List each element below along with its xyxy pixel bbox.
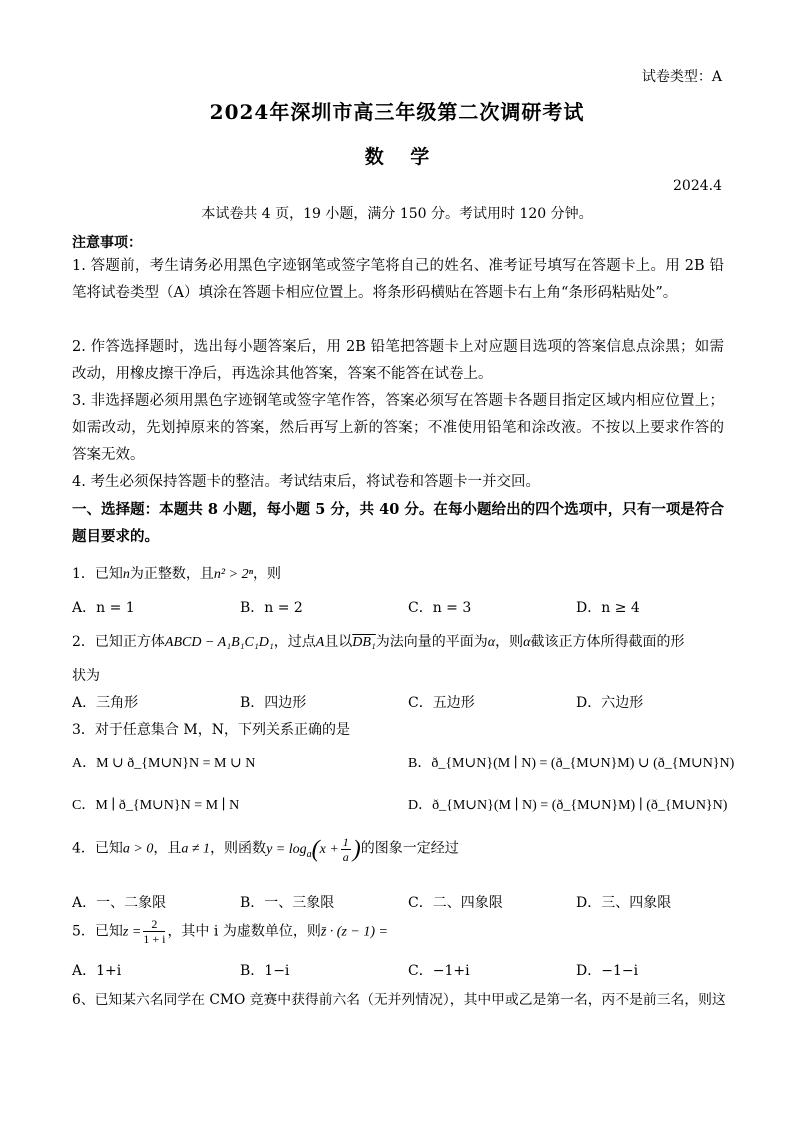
q4-func-x: x +	[319, 841, 339, 857]
q4-paren-left: (	[311, 836, 320, 862]
subject-title: 数 学	[364, 146, 430, 168]
q2-text: 且以	[324, 634, 353, 650]
q5-option-d: D．−1−i	[576, 963, 639, 979]
q4-text: 的图象一定经过	[360, 840, 459, 857]
q5-option-b: B．1−i	[240, 963, 290, 979]
q5-option-c: C．−1+i	[408, 963, 470, 979]
q3-option-a: A．M ∪ ð_{M∪N}N = M ∪ N	[72, 756, 256, 771]
exam-intro: 本试卷共 4 页，19 小题，满分 150 分。考试用时 120 分钟。	[201, 206, 593, 222]
q2-text: 截该正方体所得截面的形	[530, 634, 685, 650]
q2-option-a: A．三角形	[72, 695, 139, 711]
exam-title: 2024年深圳市高三年级第二次调研考试	[209, 100, 585, 124]
q4-function	[266, 835, 361, 864]
q5-frac-den: 1 + i	[143, 932, 166, 946]
q4-text: 4．已知	[72, 840, 123, 857]
question-4-stem	[72, 835, 459, 864]
exam-type-label: 试卷类型：A	[641, 69, 722, 85]
note-item: 2. 作答选择题时，选出每小题答案后，用 2B 铅笔把答题卡上对应题目选项的答案信息点涂黑；如需改动，用橡皮擦干净后，再选涂其他答案，答案不能答在试卷上。	[72, 339, 724, 382]
q2-option-c: C．五边形	[408, 695, 475, 711]
q1-inequality: n² > 2ⁿ	[213, 567, 253, 582]
q2-alpha: α	[523, 635, 531, 650]
q1-option-a: A．n = 1	[72, 600, 135, 616]
q1-option-d: D．n ≥ 4	[576, 600, 640, 616]
q4-func-left: y = log	[266, 841, 307, 857]
q1-text: ，则	[252, 566, 281, 582]
note-item: 4. 考生必须保持答题卡的整洁。考试结束后，将试卷和答题卡一并交回。	[72, 474, 540, 490]
question-2-stem-line2: 状为	[72, 668, 100, 684]
q2-point: A	[315, 635, 325, 650]
q5-expression: z̄ · (z − 1) =	[320, 924, 388, 940]
q4-option-c: C．二、四象限	[408, 895, 503, 911]
note-item: 3. 非选择题必须用黑色字迹钢笔或签字笔作答，答案必须写在答题卡各题目指定区域内相应位置上；如需改动，先划掉原来的答案，然后再写上新的答案；不准使用铅笔和涂改液。不按以上要求作答的答案无效。	[72, 393, 724, 463]
note-item: 1. 答题前，考生请务必用黑色字迹钢笔或签字笔将自己的姓名、准考证号填写在答题卡上。用 2B 铅笔将试卷类型（A）填涂在答题卡相应位置上。将条形码横贴在答题卡右上角“条形码粘贴处”。	[72, 258, 724, 301]
q2-text: 2．已知正方体	[72, 634, 165, 650]
q4-option-d: D．三、四象限	[576, 895, 672, 911]
q2-text: 为法向量的平面为	[375, 634, 488, 650]
q4-cond2: a ≠ 1	[181, 841, 211, 857]
question-5-stem	[72, 917, 388, 946]
section-heading: 一、选择题：本题共 8 小题，每小题 5 分，共 40 分。在每小题给出的四个选项中，只有一项是符合题目要求的。	[72, 501, 724, 545]
question-3-stem: 3．对于任意集合 M，N，下列关系正确的是	[72, 722, 350, 738]
q2-alpha: α	[487, 635, 496, 650]
q5-option-a: A．1+i	[72, 963, 122, 979]
q2-text: ，过点	[273, 634, 316, 650]
q4-text: ，且	[153, 840, 182, 857]
q4-option-a: A．一、二象限	[72, 895, 167, 911]
q5-frac-num: 2	[143, 917, 165, 932]
q1-option-c: C．n = 3	[408, 600, 472, 616]
q1-option-b: B．n = 2	[240, 600, 303, 616]
q4-fraction	[341, 835, 351, 864]
q2-vector: DB₁	[352, 635, 376, 650]
q2-option-d: D．六边形	[576, 695, 644, 711]
q2-text: ，则	[495, 634, 524, 650]
question-1-stem	[72, 563, 281, 583]
exam-date: 2024.4	[673, 178, 722, 194]
q4-option-b: B．一、三象限	[240, 895, 335, 911]
q4-text: ，则函数	[210, 840, 267, 857]
q1-text: 为正整数，且	[129, 566, 214, 582]
q4-paren-right: )	[352, 836, 361, 862]
q1-var: n	[122, 567, 130, 582]
q4-func-base: a	[306, 848, 312, 860]
question-6-stem: 6、已知某六名同学在 CMO 竞赛中获得前六名（无并列情况），其中甲或乙是第一名，丙不是前三名，则这	[72, 992, 726, 1008]
q5-text: 5．已知	[72, 923, 123, 940]
q5-z: z =	[122, 924, 142, 940]
q2-option-b: B．四边形	[240, 695, 307, 711]
notes-heading: 注意事项：	[72, 235, 142, 251]
question-2-stem	[72, 631, 685, 651]
q4-cond1: a > 0	[122, 841, 154, 857]
q3-option-b: B．ð_{M∪N}(M ∣ N) = (ð_{M∪N}M) ∪ (ð_{M∪N}N)	[408, 756, 735, 771]
q4-frac-num: 1	[342, 835, 349, 849]
q1-text: 1．已知	[72, 566, 123, 582]
q3-option-d: D．ð_{M∪N}(M ∣ N) = (ð_{M∪N}M) ∣ (ð_{M∪N}N)	[408, 798, 728, 813]
q3-option-c: C．M ∣ ð_{M∪N}N = M ∣ N	[72, 798, 240, 813]
q5-text: ，其中 i 为虚数单位，则	[167, 923, 321, 940]
q5-fraction	[143, 917, 165, 946]
q2-cube: ABCD − A₁B₁C₁D₁	[164, 635, 274, 650]
q4-frac-den: a	[342, 850, 349, 864]
